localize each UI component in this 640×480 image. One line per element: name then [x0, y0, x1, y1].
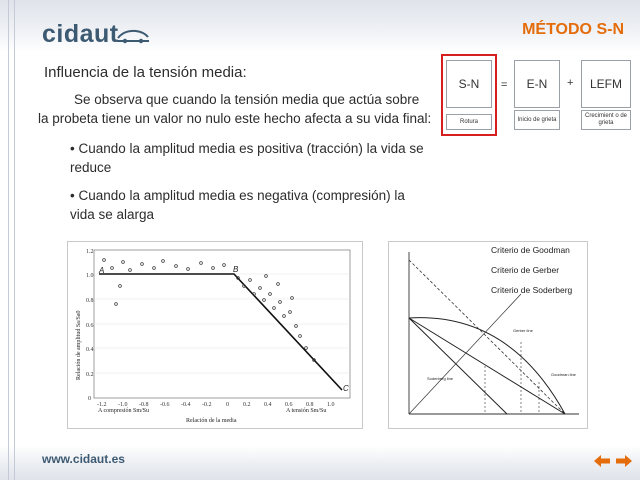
box-lefm-sublabel: Crecimient o de grieta [581, 110, 631, 130]
svg-text:0.2: 0.2 [86, 372, 94, 378]
svg-text:0.2: 0.2 [243, 402, 251, 408]
left-rule-2 [14, 0, 15, 480]
arrow-right-icon[interactable] [614, 454, 634, 468]
point-b-label: B [233, 265, 239, 274]
svg-text:0.8: 0.8 [86, 298, 94, 304]
svg-text:-0.6: -0.6 [160, 402, 170, 408]
svg-text:1.0: 1.0 [86, 273, 94, 279]
svg-text:-0.8: -0.8 [139, 402, 149, 408]
svg-text:-0.4: -0.4 [181, 402, 191, 408]
box-s-n[interactable]: S-N [446, 60, 492, 108]
svg-text:0.6: 0.6 [86, 323, 94, 329]
x-left-label: A compresión Sm/Su [98, 408, 150, 414]
goodman-line-label: Goodman line [551, 372, 576, 377]
x-right-label: A tensión Sm/Su [286, 408, 327, 414]
legend-gerber: Criterio de Gerber [491, 265, 560, 275]
intro-paragraph: Se observa que cuando la tensión media que actúa sobre la probeta tiene un valor no nulo este hecho afecta a su vida final: [38, 92, 432, 126]
svg-text:-1.2: -1.2 [97, 402, 107, 408]
point-c-label: C [343, 384, 349, 393]
soderberg-line-label: Soderberg line [427, 376, 454, 381]
gerber-line-label: Gerber line [513, 328, 533, 333]
box-e-n-sublabel: Inicio de grieta [514, 110, 560, 130]
box-lefm[interactable]: LEFM [581, 60, 631, 108]
left-rule [8, 0, 9, 480]
criteria-figure [388, 241, 588, 429]
legend-soderberg: Criterio de Soderberg [491, 285, 573, 295]
page-title: MÉTODO S-N [522, 21, 624, 38]
svg-text:0.4: 0.4 [86, 347, 94, 353]
bullet-traction: • Cuando la amplitud media es positiva (tracción) la vida se reduce [70, 141, 424, 175]
box-e-n[interactable]: E-N [514, 60, 560, 108]
footer-url[interactable]: www.cidaut.es [42, 452, 125, 466]
point-a-label: A [99, 266, 105, 275]
cidaut-logo: cidaut [42, 20, 119, 48]
svg-text:0.8: 0.8 [306, 402, 314, 408]
bullet-compression: • Cuando la amplitud media es negativa (compresión) la vida se alarga [70, 188, 405, 222]
svg-text:0.4: 0.4 [264, 402, 272, 408]
legend-goodman: Criterio de Goodman [491, 245, 570, 255]
mean-stress-plot [68, 242, 362, 428]
svg-text:-1.0: -1.0 [118, 402, 128, 408]
selection-highlight [441, 54, 497, 136]
arrow-left-icon[interactable] [592, 454, 612, 468]
svg-text:1.2: 1.2 [86, 249, 94, 255]
box-s-n-sublabel: Rotura [446, 114, 492, 130]
plus-operator: + [567, 77, 574, 89]
y-axis-label: Relación de amplitud Sa/Sa0 [76, 310, 82, 380]
svg-text:-0.2: -0.2 [202, 402, 212, 408]
section-heading: Influencia de la tensión media: [44, 64, 247, 81]
svg-text:0: 0 [88, 396, 91, 402]
svg-text:0: 0 [226, 402, 229, 408]
svg-text:1.0: 1.0 [327, 402, 335, 408]
car-logo-icon [116, 28, 150, 44]
equals-operator: = [501, 79, 508, 91]
x-axis-label: Relación de la media [186, 418, 237, 424]
mean-stress-figure [67, 241, 363, 429]
svg-text:0.6: 0.6 [285, 402, 293, 408]
